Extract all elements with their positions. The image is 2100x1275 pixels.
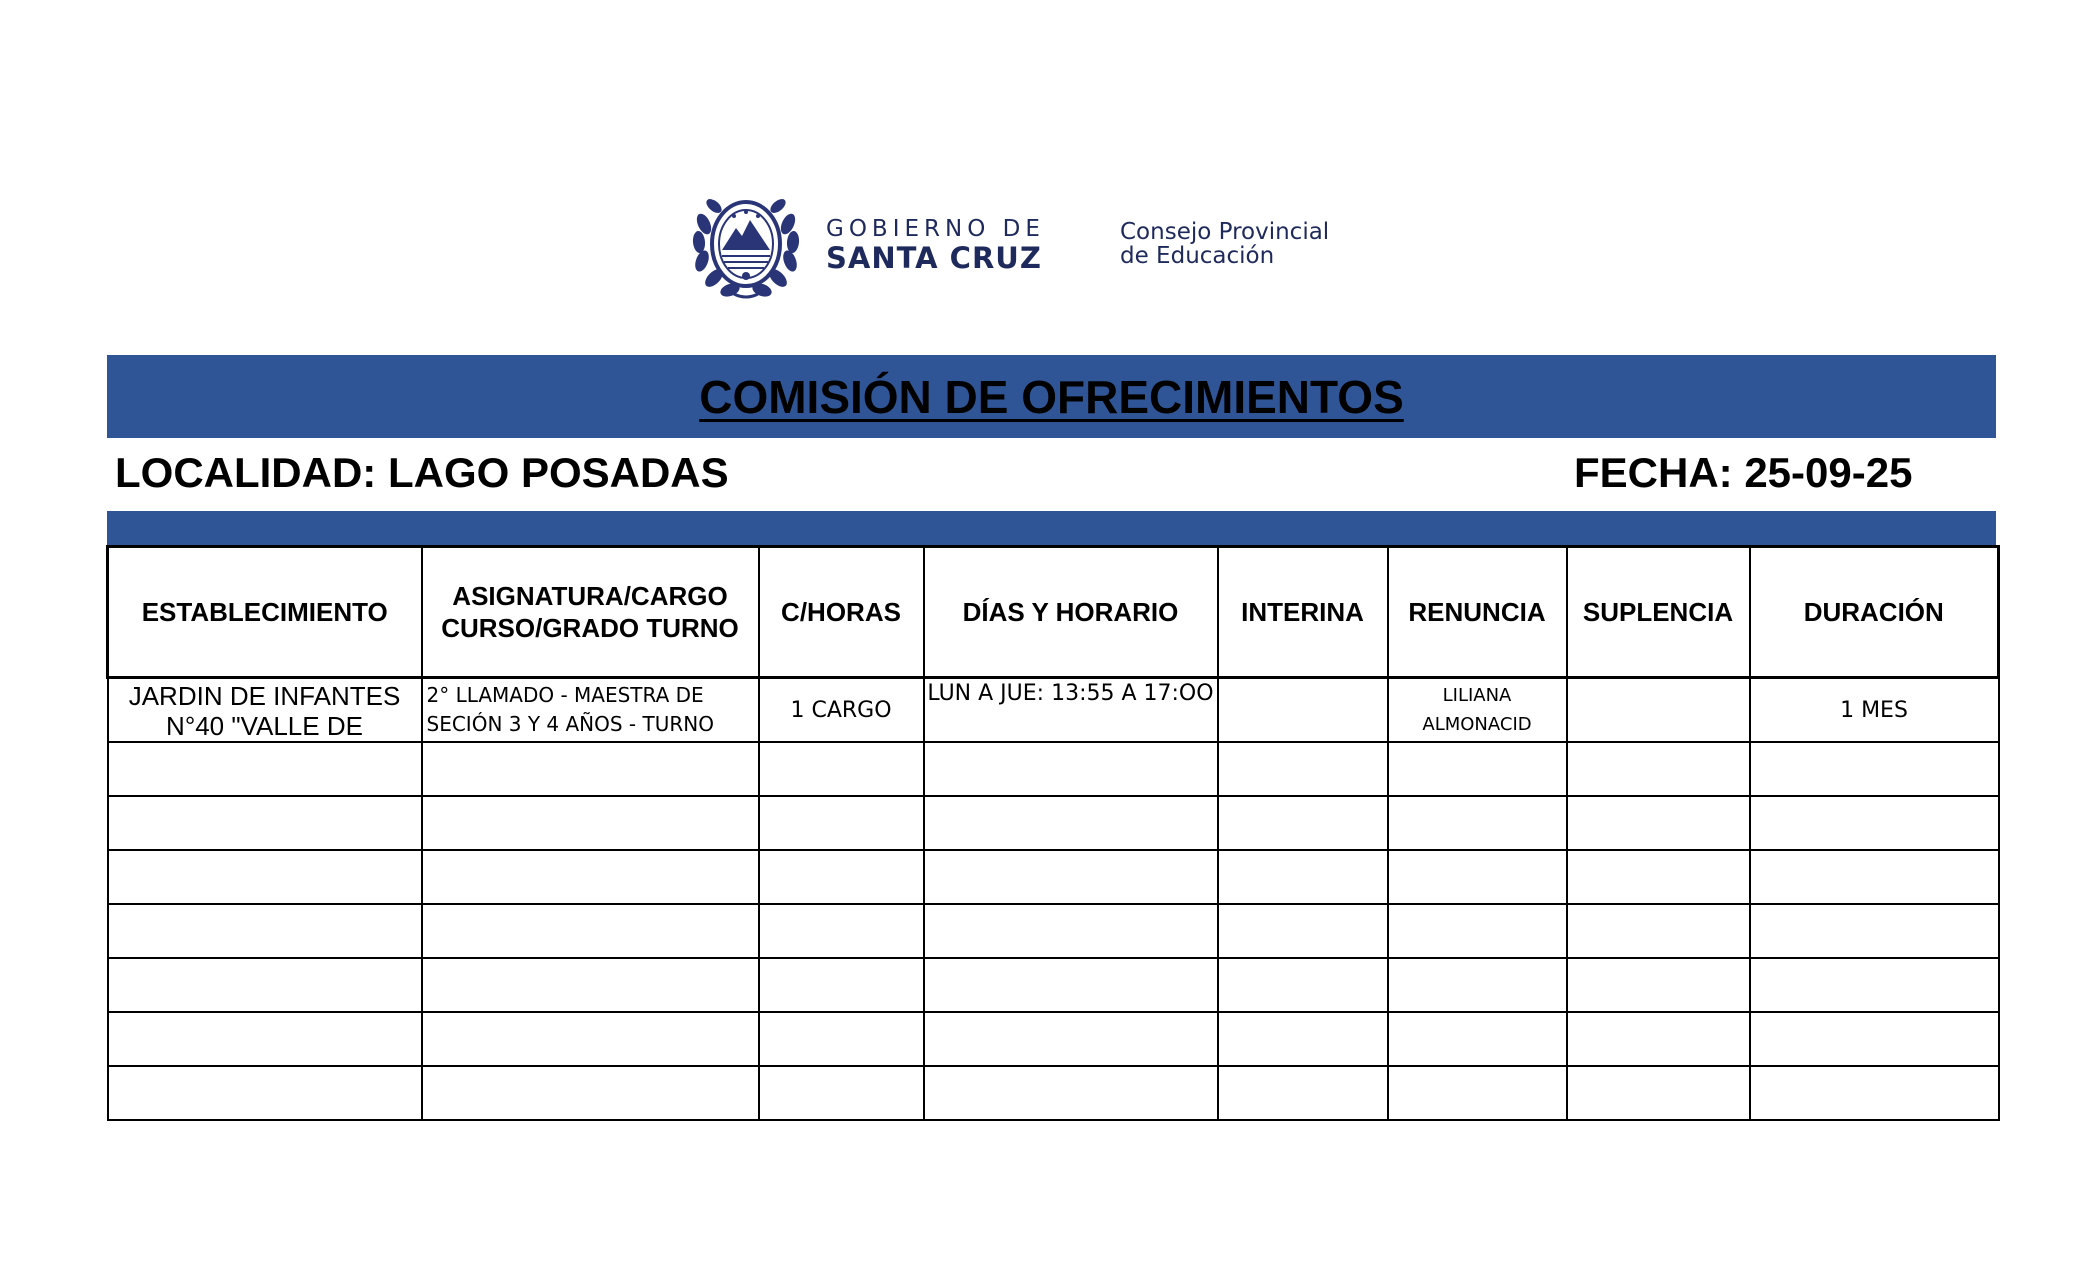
table-cell [1218, 796, 1388, 850]
separator-band [107, 511, 1996, 545]
table-cell [1750, 796, 1999, 850]
table-cell [1218, 742, 1388, 796]
table-cell [1567, 958, 1750, 1012]
council-wordmark [1120, 220, 1329, 268]
table-header-row [108, 547, 1999, 678]
table-cell [924, 1066, 1218, 1120]
gov-line1: GOBIERNO DE [826, 216, 1045, 242]
table-cell [1388, 850, 1567, 904]
table-cell [1750, 1012, 1999, 1066]
table-cell [108, 742, 422, 796]
table-cell [924, 796, 1218, 850]
table-cell [1218, 1066, 1388, 1120]
cell-c-horas-text: 1 CARGO [790, 697, 892, 723]
table-cell [759, 1066, 924, 1120]
table-cell [759, 742, 924, 796]
page-title: COMISIÓN DE OFRECIMIENTOS [699, 370, 1404, 423]
table-cell [1218, 904, 1388, 958]
cell-renuncia [1388, 678, 1567, 743]
cell-dias-horario-text: LUN A JUE: 13:55 A 17:OO [927, 681, 1214, 706]
table-row [108, 958, 1999, 1012]
table-cell [759, 904, 924, 958]
col-header-dias-horario: DÍAS Y HORARIO [924, 547, 1218, 678]
table-cell [1567, 1066, 1750, 1120]
table-cell [1218, 1012, 1388, 1066]
table-cell [108, 1066, 422, 1120]
table-cell [1567, 742, 1750, 796]
table-cell [108, 1012, 422, 1066]
table-row [108, 796, 1999, 850]
col-header-duracion: DURACIÓN [1750, 547, 1999, 678]
col-header-suplencia: SUPLENCIA [1567, 547, 1750, 678]
table-cell [422, 742, 759, 796]
table-cell [759, 958, 924, 1012]
cell-establecimiento [108, 678, 422, 743]
table-cell [759, 1012, 924, 1066]
cell-renuncia-text: LILIANA ALMONACID [1422, 685, 1532, 735]
table-cell [924, 742, 1218, 796]
cell-interina [1218, 678, 1388, 743]
table-cell [1750, 1066, 1999, 1120]
table-cell [108, 850, 422, 904]
cell-duracion-text: 1 MES [1840, 697, 1908, 723]
col-header-c-horas: C/HORAS [759, 547, 924, 678]
table-cell [422, 904, 759, 958]
table-row [108, 742, 1999, 796]
table-cell [1218, 850, 1388, 904]
info-row [107, 445, 1996, 507]
table-cell [1388, 742, 1567, 796]
table-cell [759, 796, 924, 850]
table-cell [1388, 958, 1567, 1012]
institution-logo [690, 184, 1370, 304]
table-cell [924, 958, 1218, 1012]
gov-line2: SANTA CRUZ [826, 241, 1042, 275]
table-cell [1388, 1012, 1567, 1066]
table-cell [1750, 904, 1999, 958]
table-row [108, 1012, 1999, 1066]
col-header-asignatura [422, 547, 759, 678]
cell-asignatura [422, 678, 759, 743]
col-header-asignatura-label: ASIGNATURA/CARGO CURSO/GRADO TURNO [441, 581, 739, 643]
table-row [108, 904, 1999, 958]
table-cell [108, 796, 422, 850]
offers-table [106, 545, 2000, 1121]
table-cell [1750, 742, 1999, 796]
table-cell [422, 850, 759, 904]
cpe-line1: Consejo Provincial [1120, 219, 1330, 245]
table-cell [1750, 850, 1999, 904]
table-cell [1567, 1012, 1750, 1066]
cell-suplencia [1567, 678, 1750, 743]
title-band [107, 355, 1996, 438]
table-cell [422, 1066, 759, 1120]
government-wordmark [826, 216, 1045, 274]
table-cell [1388, 796, 1567, 850]
localidad-label: LOCALIDAD: LAGO POSADAS [115, 449, 729, 496]
table-cell [1567, 904, 1750, 958]
table-cell [759, 850, 924, 904]
cell-asignatura-text: 2° LLAMADO - MAESTRA DE SECIÓN 3 Y 4 AÑOS - TURNO [426, 682, 714, 736]
cell-establecimiento-text: JARDIN DE INFANTES N°40 "VALLE DE [128, 681, 401, 741]
table-cell [422, 1012, 759, 1066]
col-header-interina: INTERINA [1218, 547, 1388, 678]
table-cell [1750, 958, 1999, 1012]
col-header-establecimiento: ESTABLECIMIENTO [108, 547, 422, 678]
province-seal-icon [690, 184, 802, 302]
table-row [108, 1066, 1999, 1120]
cpe-line2: de Educación [1120, 243, 1275, 269]
table-cell [108, 958, 422, 1012]
table-cell [924, 1012, 1218, 1066]
col-header-renuncia: RENUNCIA [1388, 547, 1567, 678]
fecha-label: FECHA: 25-09-25 [1574, 449, 1913, 496]
table-cell [108, 904, 422, 958]
table-cell [924, 850, 1218, 904]
cell-c-horas [759, 678, 924, 743]
table-cell [924, 904, 1218, 958]
cell-duracion [1750, 678, 1999, 743]
table-cell [422, 796, 759, 850]
table-cell [1218, 958, 1388, 1012]
table-cell [1388, 1066, 1567, 1120]
cell-dias-horario [924, 678, 1218, 743]
table-cell [1388, 904, 1567, 958]
table-cell [422, 958, 759, 1012]
table-row [108, 850, 1999, 904]
table-cell [1567, 796, 1750, 850]
table-cell [1567, 850, 1750, 904]
table-row [108, 678, 1999, 743]
